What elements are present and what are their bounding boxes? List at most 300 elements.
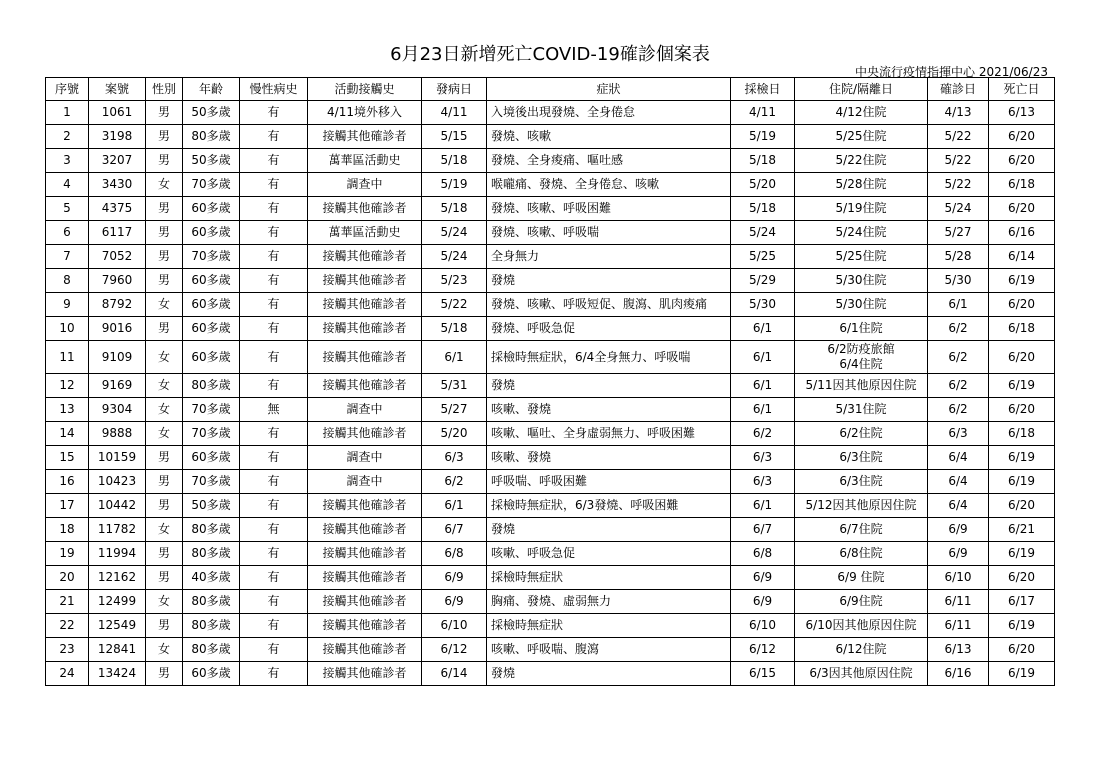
col-header-onset: 發病日 (422, 78, 487, 101)
cell-chronic: 有 (240, 566, 308, 590)
hosp-line: 6/9住院 (839, 594, 883, 608)
cell-contact: 接觸其他確診者 (308, 317, 422, 341)
cell-sample: 6/1 (731, 398, 795, 422)
col-header-sample: 採檢日 (731, 78, 795, 101)
cell-chronic: 有 (240, 590, 308, 614)
table-row (46, 125, 1055, 149)
cell-sex: 女 (146, 374, 183, 398)
cell-case: 12499 (89, 590, 146, 614)
cell-sex: 男 (146, 269, 183, 293)
cell-hosp (795, 245, 928, 269)
cell-sample: 6/9 (731, 590, 795, 614)
cell-case: 10423 (89, 470, 146, 494)
col-header-sex: 性別 (146, 78, 183, 101)
cell-sex: 男 (146, 101, 183, 125)
cell-contact: 接觸其他確診者 (308, 566, 422, 590)
cell-onset: 6/7 (422, 518, 487, 542)
cell-death: 6/18 (989, 173, 1055, 197)
cell-age: 60多歲 (183, 221, 240, 245)
cell-contact: 接觸其他確診者 (308, 638, 422, 662)
cell-chronic: 有 (240, 221, 308, 245)
cell-death: 6/19 (989, 470, 1055, 494)
cell-symptoms: 發燒 (487, 269, 731, 293)
cell-confirm: 6/4 (928, 494, 989, 518)
cell-sample: 6/1 (731, 317, 795, 341)
cell-symptoms: 採檢時無症狀 (487, 566, 731, 590)
cell-sex: 男 (146, 245, 183, 269)
cell-sex: 男 (146, 566, 183, 590)
cell-sample: 5/18 (731, 197, 795, 221)
table-row (46, 245, 1055, 269)
cell-confirm: 6/2 (928, 374, 989, 398)
cell-symptoms: 全身無力 (487, 245, 731, 269)
cell-chronic: 有 (240, 662, 308, 686)
cell-contact: 調查中 (308, 446, 422, 470)
cell-case: 9169 (89, 374, 146, 398)
cell-death: 6/20 (989, 494, 1055, 518)
cell-onset: 5/20 (422, 422, 487, 446)
cell-seq: 10 (46, 317, 89, 341)
cell-seq: 6 (46, 221, 89, 245)
cell-onset: 6/1 (422, 494, 487, 518)
cell-seq: 2 (46, 125, 89, 149)
cell-contact: 4/11境外移入 (308, 101, 422, 125)
cell-case: 11782 (89, 518, 146, 542)
cell-hosp (795, 518, 928, 542)
table-row (46, 317, 1055, 341)
table-row (46, 638, 1055, 662)
cell-case: 12841 (89, 638, 146, 662)
cell-age: 70多歲 (183, 470, 240, 494)
cell-chronic: 有 (240, 149, 308, 173)
cell-age: 80多歲 (183, 542, 240, 566)
cell-symptoms: 喉嚨痛、發燒、全身倦怠、咳嗽 (487, 173, 731, 197)
table-row (46, 446, 1055, 470)
cell-age: 40多歲 (183, 566, 240, 590)
hosp-line: 6/3住院 (839, 450, 883, 464)
cell-hosp (795, 221, 928, 245)
cell-symptoms: 採檢時無症狀，6/3發燒、呼吸困難 (487, 494, 731, 518)
cell-case: 3430 (89, 173, 146, 197)
cell-age: 60多歲 (183, 269, 240, 293)
cell-case: 8792 (89, 293, 146, 317)
cell-confirm: 6/9 (928, 518, 989, 542)
cell-confirm: 6/2 (928, 317, 989, 341)
cell-age: 80多歲 (183, 518, 240, 542)
cell-contact: 接觸其他確診者 (308, 494, 422, 518)
table-row (46, 269, 1055, 293)
cell-sample: 6/1 (731, 374, 795, 398)
cell-onset: 5/18 (422, 317, 487, 341)
cell-sample: 6/7 (731, 518, 795, 542)
cell-sex: 女 (146, 422, 183, 446)
hosp-line: 5/19住院 (835, 201, 887, 215)
cell-seq: 24 (46, 662, 89, 686)
cell-sex: 女 (146, 398, 183, 422)
cell-seq: 7 (46, 245, 89, 269)
table-header-row (46, 78, 1055, 101)
cell-symptoms: 採檢時無症狀，6/4全身無力、呼吸喘 (487, 341, 731, 374)
hosp-line: 5/12因其他原因住院 (805, 498, 917, 512)
cell-chronic: 有 (240, 446, 308, 470)
cell-symptoms: 咳嗽、發燒 (487, 398, 731, 422)
cell-contact: 萬華區活動史 (308, 149, 422, 173)
cell-death: 6/20 (989, 566, 1055, 590)
hosp-line: 6/2防疫旅館 (827, 342, 895, 356)
hosp-line: 5/28住院 (835, 177, 887, 191)
cell-seq: 1 (46, 101, 89, 125)
cell-case: 10159 (89, 446, 146, 470)
cell-case: 9016 (89, 317, 146, 341)
cell-hosp (795, 341, 928, 374)
hosp-line: 6/8住院 (839, 546, 883, 560)
hosp-line: 5/30住院 (835, 297, 887, 311)
cell-death: 6/19 (989, 374, 1055, 398)
col-header-case: 案號 (89, 78, 146, 101)
cell-age: 50多歲 (183, 149, 240, 173)
table-body (46, 101, 1055, 686)
table-row (46, 614, 1055, 638)
cell-symptoms: 發燒 (487, 374, 731, 398)
table-row (46, 221, 1055, 245)
cell-onset: 6/9 (422, 566, 487, 590)
cell-contact: 調查中 (308, 470, 422, 494)
cell-sample: 5/25 (731, 245, 795, 269)
cell-symptoms: 呼吸喘、呼吸困難 (487, 470, 731, 494)
case-table (45, 77, 1055, 686)
cell-chronic: 有 (240, 494, 308, 518)
cell-symptoms: 發燒、呼吸急促 (487, 317, 731, 341)
cell-symptoms: 發燒、咳嗽 (487, 125, 731, 149)
cell-onset: 6/8 (422, 542, 487, 566)
cell-death: 6/20 (989, 638, 1055, 662)
cell-contact: 接觸其他確診者 (308, 542, 422, 566)
cell-contact: 接觸其他確診者 (308, 518, 422, 542)
hosp-line: 6/9 住院 (837, 570, 885, 584)
col-header-seq: 序號 (46, 78, 89, 101)
cell-case: 1061 (89, 101, 146, 125)
cell-symptoms: 胸痛、發燒、虛弱無力 (487, 590, 731, 614)
cell-case: 9304 (89, 398, 146, 422)
cell-sample: 6/2 (731, 422, 795, 446)
cell-contact: 調查中 (308, 398, 422, 422)
cell-death: 6/20 (989, 293, 1055, 317)
cell-sample: 6/8 (731, 542, 795, 566)
hosp-line: 5/25住院 (835, 249, 887, 263)
cell-sample: 6/9 (731, 566, 795, 590)
table-row (46, 662, 1055, 686)
cell-contact: 調查中 (308, 173, 422, 197)
cell-age: 50多歲 (183, 101, 240, 125)
cell-chronic: 有 (240, 317, 308, 341)
cell-hosp (795, 173, 928, 197)
cell-confirm: 6/13 (928, 638, 989, 662)
cell-seq: 8 (46, 269, 89, 293)
cell-case: 13424 (89, 662, 146, 686)
cell-contact: 接觸其他確診者 (308, 341, 422, 374)
cell-sample: 6/15 (731, 662, 795, 686)
cell-seq: 16 (46, 470, 89, 494)
cell-contact: 接觸其他確診者 (308, 197, 422, 221)
hosp-line: 5/31住院 (835, 402, 887, 416)
cell-death: 6/16 (989, 221, 1055, 245)
cell-confirm: 6/4 (928, 446, 989, 470)
cell-age: 60多歲 (183, 317, 240, 341)
col-header-death: 死亡日 (989, 78, 1055, 101)
cell-chronic: 有 (240, 518, 308, 542)
cell-sex: 男 (146, 614, 183, 638)
col-header-hosp: 住院/隔離日 (795, 78, 928, 101)
cell-hosp (795, 494, 928, 518)
cell-hosp (795, 269, 928, 293)
cell-onset: 6/14 (422, 662, 487, 686)
cell-age: 60多歲 (183, 341, 240, 374)
cell-death: 6/20 (989, 398, 1055, 422)
cell-seq: 15 (46, 446, 89, 470)
cell-sex: 女 (146, 173, 183, 197)
hosp-line: 6/3住院 (839, 474, 883, 488)
cell-seq: 11 (46, 341, 89, 374)
cell-symptoms: 咳嗽、呼吸喘、腹瀉 (487, 638, 731, 662)
cell-contact: 接觸其他確診者 (308, 269, 422, 293)
page-title: 6月23日新增死亡COVID-19確診個案表 (390, 44, 710, 65)
cell-chronic: 有 (240, 542, 308, 566)
table-row (46, 494, 1055, 518)
cell-confirm: 6/1 (928, 293, 989, 317)
hosp-line: 5/24住院 (835, 225, 887, 239)
cell-case: 9888 (89, 422, 146, 446)
cell-chronic: 有 (240, 638, 308, 662)
cell-contact: 接觸其他確診者 (308, 590, 422, 614)
cell-contact: 接觸其他確診者 (308, 614, 422, 638)
cell-sample: 6/3 (731, 446, 795, 470)
cell-onset: 5/19 (422, 173, 487, 197)
cell-seq: 14 (46, 422, 89, 446)
cell-hosp (795, 398, 928, 422)
cell-chronic: 有 (240, 341, 308, 374)
cell-confirm: 5/30 (928, 269, 989, 293)
cell-chronic: 無 (240, 398, 308, 422)
cell-death: 6/14 (989, 245, 1055, 269)
cell-confirm: 6/2 (928, 398, 989, 422)
cell-onset: 5/24 (422, 245, 487, 269)
cell-onset: 6/1 (422, 341, 487, 374)
cell-sex: 男 (146, 149, 183, 173)
cell-chronic: 有 (240, 374, 308, 398)
cell-seq: 18 (46, 518, 89, 542)
cell-sample: 5/24 (731, 221, 795, 245)
cell-case: 12162 (89, 566, 146, 590)
cell-sample: 4/11 (731, 101, 795, 125)
cell-age: 60多歲 (183, 293, 240, 317)
cell-contact: 接觸其他確診者 (308, 293, 422, 317)
cell-age: 80多歲 (183, 590, 240, 614)
cell-age: 70多歲 (183, 245, 240, 269)
cell-symptoms: 咳嗽、嘔吐、全身虛弱無力、呼吸困難 (487, 422, 731, 446)
cell-sample: 5/29 (731, 269, 795, 293)
cell-chronic: 有 (240, 101, 308, 125)
cell-age: 60多歲 (183, 446, 240, 470)
cell-chronic: 有 (240, 269, 308, 293)
source-line: 中央流行疫情指揮中心 2021/06/23 (855, 65, 1048, 79)
hosp-line: 5/22住院 (835, 153, 887, 167)
cell-death: 6/19 (989, 614, 1055, 638)
cell-death: 6/17 (989, 590, 1055, 614)
cell-seq: 20 (46, 566, 89, 590)
hosp-line: 5/25住院 (835, 129, 887, 143)
table-row (46, 422, 1055, 446)
cell-symptoms: 發燒、咳嗽、呼吸困難 (487, 197, 731, 221)
cell-sample: 5/20 (731, 173, 795, 197)
cell-seq: 4 (46, 173, 89, 197)
cell-seq: 13 (46, 398, 89, 422)
cell-onset: 5/31 (422, 374, 487, 398)
hosp-line: 6/3因其他原因住院 (809, 666, 913, 680)
table-row (46, 590, 1055, 614)
cell-age: 50多歲 (183, 494, 240, 518)
hosp-line: 5/30住院 (835, 273, 887, 287)
cell-hosp (795, 422, 928, 446)
cell-sex: 男 (146, 470, 183, 494)
cell-chronic: 有 (240, 173, 308, 197)
cell-case: 11994 (89, 542, 146, 566)
cell-confirm: 6/11 (928, 590, 989, 614)
cell-hosp (795, 638, 928, 662)
table-row (46, 566, 1055, 590)
cell-age: 70多歲 (183, 173, 240, 197)
cell-onset: 6/12 (422, 638, 487, 662)
col-header-symptoms: 症狀 (487, 78, 731, 101)
cell-chronic: 有 (240, 293, 308, 317)
cell-seq: 17 (46, 494, 89, 518)
cell-onset: 5/27 (422, 398, 487, 422)
cell-seq: 3 (46, 149, 89, 173)
cell-case: 12549 (89, 614, 146, 638)
table-row (46, 197, 1055, 221)
cell-hosp (795, 101, 928, 125)
cell-age: 70多歲 (183, 422, 240, 446)
cell-onset: 5/24 (422, 221, 487, 245)
cell-contact: 接觸其他確診者 (308, 662, 422, 686)
cell-age: 60多歲 (183, 662, 240, 686)
cell-hosp (795, 542, 928, 566)
hosp-line: 6/7住院 (839, 522, 883, 536)
cell-case: 7052 (89, 245, 146, 269)
cell-hosp (795, 662, 928, 686)
cell-case: 4375 (89, 197, 146, 221)
cell-sex: 女 (146, 341, 183, 374)
cell-onset: 6/9 (422, 590, 487, 614)
cell-hosp (795, 470, 928, 494)
cell-confirm: 6/11 (928, 614, 989, 638)
cell-seq: 22 (46, 614, 89, 638)
cell-onset: 5/15 (422, 125, 487, 149)
cell-onset: 6/10 (422, 614, 487, 638)
cell-sex: 女 (146, 590, 183, 614)
cell-death: 6/20 (989, 149, 1055, 173)
cell-contact: 接觸其他確診者 (308, 422, 422, 446)
cell-sex: 女 (146, 518, 183, 542)
cell-death: 6/21 (989, 518, 1055, 542)
cell-seq: 21 (46, 590, 89, 614)
cell-death: 6/20 (989, 197, 1055, 221)
cell-hosp (795, 566, 928, 590)
cell-confirm: 6/9 (928, 542, 989, 566)
cell-sex: 男 (146, 197, 183, 221)
cell-death: 6/20 (989, 125, 1055, 149)
cell-contact: 接觸其他確診者 (308, 374, 422, 398)
cell-onset: 6/2 (422, 470, 487, 494)
cell-case: 3198 (89, 125, 146, 149)
cell-sex: 男 (146, 125, 183, 149)
cell-case: 3207 (89, 149, 146, 173)
cell-age: 80多歲 (183, 125, 240, 149)
cell-hosp (795, 590, 928, 614)
cell-death: 6/19 (989, 269, 1055, 293)
cell-sample: 5/30 (731, 293, 795, 317)
cell-sample: 5/18 (731, 149, 795, 173)
cell-case: 10442 (89, 494, 146, 518)
cell-sample: 6/12 (731, 638, 795, 662)
cell-confirm: 5/22 (928, 173, 989, 197)
cell-onset: 5/23 (422, 269, 487, 293)
cell-sample: 6/1 (731, 494, 795, 518)
cell-sample: 6/10 (731, 614, 795, 638)
hosp-line: 6/10因其他原因住院 (805, 618, 917, 632)
cell-chronic: 有 (240, 470, 308, 494)
cell-death: 6/19 (989, 542, 1055, 566)
table-row (46, 173, 1055, 197)
cell-confirm: 6/4 (928, 470, 989, 494)
cell-sample: 5/19 (731, 125, 795, 149)
cell-symptoms: 咳嗽、呼吸急促 (487, 542, 731, 566)
cell-seq: 12 (46, 374, 89, 398)
cell-symptoms: 發燒 (487, 662, 731, 686)
cell-sex: 女 (146, 638, 183, 662)
table-row (46, 293, 1055, 317)
cell-case: 7960 (89, 269, 146, 293)
cell-sex: 男 (146, 542, 183, 566)
cell-seq: 5 (46, 197, 89, 221)
cell-sex: 男 (146, 662, 183, 686)
table-row (46, 101, 1055, 125)
cell-symptoms: 發燒 (487, 518, 731, 542)
cell-sample: 6/3 (731, 470, 795, 494)
cell-death: 6/19 (989, 662, 1055, 686)
cell-confirm: 5/22 (928, 149, 989, 173)
cell-hosp (795, 374, 928, 398)
cell-symptoms: 咳嗽、發燒 (487, 446, 731, 470)
cell-confirm: 6/2 (928, 341, 989, 374)
cell-age: 80多歲 (183, 638, 240, 662)
hosp-line: 4/12住院 (835, 105, 887, 119)
cell-confirm: 5/24 (928, 197, 989, 221)
cell-confirm: 6/16 (928, 662, 989, 686)
cell-confirm: 5/28 (928, 245, 989, 269)
cell-death: 6/18 (989, 317, 1055, 341)
cell-hosp (795, 293, 928, 317)
cell-age: 80多歲 (183, 614, 240, 638)
cell-age: 60多歲 (183, 197, 240, 221)
cell-contact: 接觸其他確診者 (308, 125, 422, 149)
cell-confirm: 5/27 (928, 221, 989, 245)
cell-contact: 接觸其他確診者 (308, 245, 422, 269)
cell-case: 9109 (89, 341, 146, 374)
cell-sex: 男 (146, 494, 183, 518)
cell-symptoms: 採檢時無症狀 (487, 614, 731, 638)
cell-confirm: 6/10 (928, 566, 989, 590)
col-header-age: 年齡 (183, 78, 240, 101)
